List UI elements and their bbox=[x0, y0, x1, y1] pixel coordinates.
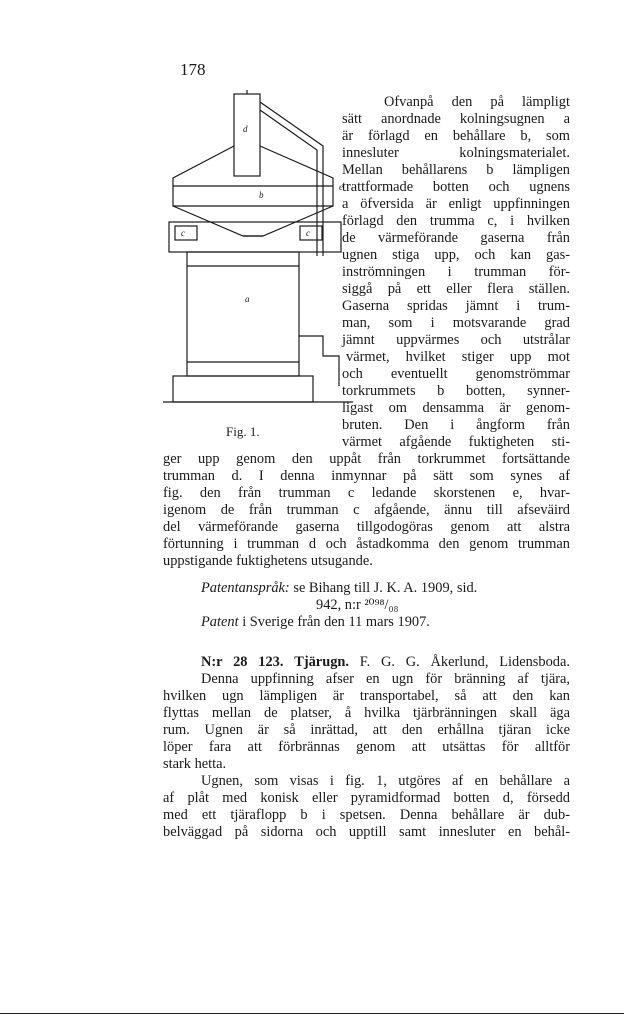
text-line: är förlagd en behållare b, som bbox=[342, 128, 570, 144]
trumma-d-shape bbox=[234, 94, 260, 176]
text-line: uppstigande fuktighetens utsugande. bbox=[163, 553, 373, 569]
text-line: stark hetta. bbox=[163, 756, 227, 772]
text-line: Denna uppfinning afser en ugn för bränning af tjära, bbox=[201, 671, 570, 687]
text-line: siggå på ett eller flera ställen. bbox=[342, 281, 570, 297]
ugn-a-shape bbox=[187, 252, 299, 376]
article-author: F. G. G. Åkerlund, Lidensboda. bbox=[359, 654, 570, 670]
text-line: löper fara att förbrännas genom att utsättas för alltför bbox=[163, 739, 570, 755]
text-line: ger upp genom den uppåt från torkrummet fortsättande bbox=[163, 451, 570, 467]
text-line: belväggad på sidorna och upptill samt innesluter en behål- bbox=[163, 824, 570, 840]
text-line: hvilken ugn lämpligen är transportabel, så att den kan bbox=[163, 688, 570, 704]
figure-oven-diagram bbox=[163, 86, 353, 416]
figure-caption: Fig. 1. bbox=[226, 424, 260, 439]
label-d: d bbox=[243, 124, 248, 134]
side-outlet bbox=[299, 336, 339, 386]
patent-claim-label: Patentanspråk: bbox=[201, 580, 290, 596]
text-line: man, som i motsvarande grad bbox=[342, 315, 570, 331]
text-line: och eventuellt genomströmmar bbox=[342, 366, 570, 382]
text-line: torkrummets b botten, synner- bbox=[342, 383, 570, 399]
patent-label: Patent bbox=[201, 614, 239, 630]
patent-claim-text: se Bihang till J. K. A. 1909, sid. bbox=[293, 580, 478, 596]
text-line: ligast om densamma är genom- bbox=[342, 400, 570, 416]
text-line: innesluter kolningsmaterialet. bbox=[342, 145, 570, 161]
text-line: bruten. Den i ångform från bbox=[342, 417, 570, 433]
text-line: fig. den från trumman c ledande skorstenen e, hvar- bbox=[163, 485, 570, 501]
text-line: a öfversida är enligt uppfinningen bbox=[342, 196, 570, 212]
text-line: värmet, hvilket stiger upp mot bbox=[346, 349, 570, 365]
text-line: rum. Ugnen är så inrättad, att den erhållna tjäran icke bbox=[163, 722, 570, 738]
bottom-rule bbox=[0, 1013, 624, 1014]
oven-diagram-svg bbox=[163, 86, 353, 416]
text-line: värmet afgående fuktigheten sti- bbox=[342, 434, 570, 450]
plinth-shape bbox=[173, 376, 313, 402]
text-line: trumman d. I denna inmynnar på sätt som synes af bbox=[163, 468, 570, 484]
text-line: Ugnen, som visas i fig. 1, utgöres af en behållare a bbox=[201, 773, 570, 789]
patent-claim-ref: 942, n:r ²⁰⁹⁸/₀₈ bbox=[316, 597, 399, 613]
text-line: ugnen stiga upp, och kan gas- bbox=[342, 247, 570, 263]
trumma-c-left-box bbox=[175, 226, 197, 240]
text-line: jämnt uppvärmes och utstrålar bbox=[342, 332, 570, 348]
patent-line bbox=[201, 614, 430, 631]
patent-claim-line bbox=[201, 580, 477, 597]
text-line: trattformade botten och ugnens bbox=[342, 179, 570, 195]
text-line: de värmeförande gaserna från bbox=[342, 230, 570, 246]
article-heading bbox=[201, 654, 570, 671]
patent-text: i Sverige från den 11 mars 1907. bbox=[242, 614, 430, 630]
article-number: N:r 28 123. bbox=[201, 654, 284, 670]
label-c-right: c bbox=[306, 228, 310, 238]
trumma-c-right-box bbox=[300, 226, 322, 240]
text-line: flyttas mellan de platser, å hvilka tjärbränningen skall äga bbox=[163, 705, 570, 721]
text-line: Gaserna spridas jämnt i trum- bbox=[342, 298, 570, 314]
text-line: del värmeförande gaserna tillgodogöras genom att alstra bbox=[163, 519, 570, 535]
text-line: med ett tjäraflopp b i spetsen. Denna behållare är dub- bbox=[163, 807, 570, 823]
text-line: Ofvanpå den på lämpligt bbox=[384, 94, 570, 110]
text-line: Mellan behållarens b lämpligen bbox=[342, 162, 570, 178]
label-b: b bbox=[259, 190, 264, 200]
text-line: sätt anordnade kolningsugnen a bbox=[342, 111, 570, 127]
text-line: förtunning i trumman d och åstadkomma den genom trumman bbox=[163, 536, 570, 552]
text-line: förlagd den trumma c, i hvilken bbox=[342, 213, 570, 229]
page-number: 178 bbox=[180, 60, 206, 79]
label-e: e bbox=[339, 182, 343, 192]
text-line: af plåt med konisk eller pyramidformad botten d, försedd bbox=[163, 790, 570, 806]
text-line: igenom de från trumman c afgående, ännu till afseväird bbox=[163, 502, 570, 518]
article-title: Tjärugn. bbox=[294, 654, 349, 670]
label-c-left: c bbox=[181, 228, 185, 238]
text-line: inströmningen i trumman för- bbox=[342, 264, 570, 280]
label-a: a bbox=[245, 294, 250, 304]
